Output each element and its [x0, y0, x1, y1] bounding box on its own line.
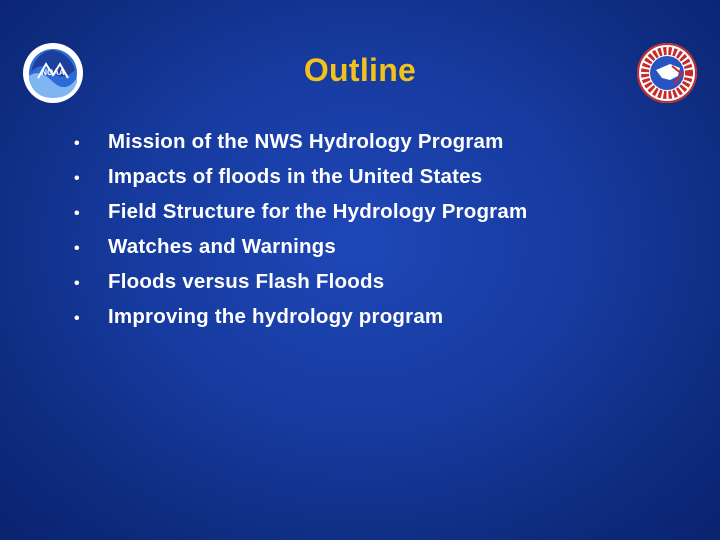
bullet-text: Field Structure for the Hydrology Program — [108, 200, 528, 223]
outline-bullet-list — [74, 130, 527, 340]
bullet-item-mission — [74, 130, 527, 165]
bullet-dot: • — [74, 135, 80, 152]
slide-title: Outline — [303, 52, 417, 88]
bullet-text: Impacts of floods in the United States — [108, 165, 483, 188]
nws-emblem-icon — [636, 42, 698, 104]
bullet-item-field-structure — [74, 200, 527, 235]
bullet-item-impacts — [74, 165, 527, 200]
bullet-dot: • — [74, 240, 80, 257]
bullet-text: Watches and Warnings — [108, 235, 337, 258]
bullet-dot: • — [74, 170, 80, 187]
bullet-dot: • — [74, 205, 80, 222]
bullet-item-improving — [74, 305, 527, 340]
noaa-logo-text: NOAA — [41, 68, 65, 77]
bullet-item-watches — [74, 235, 527, 270]
bullet-dot: • — [74, 310, 80, 327]
bullet-item-floods — [74, 270, 527, 305]
bullet-text: Floods versus Flash Floods — [108, 270, 385, 293]
bullet-text: Mission of the NWS Hydrology Program — [108, 130, 504, 153]
bullet-text: Improving the hydrology program — [108, 305, 444, 328]
bullet-dot: • — [74, 275, 80, 292]
